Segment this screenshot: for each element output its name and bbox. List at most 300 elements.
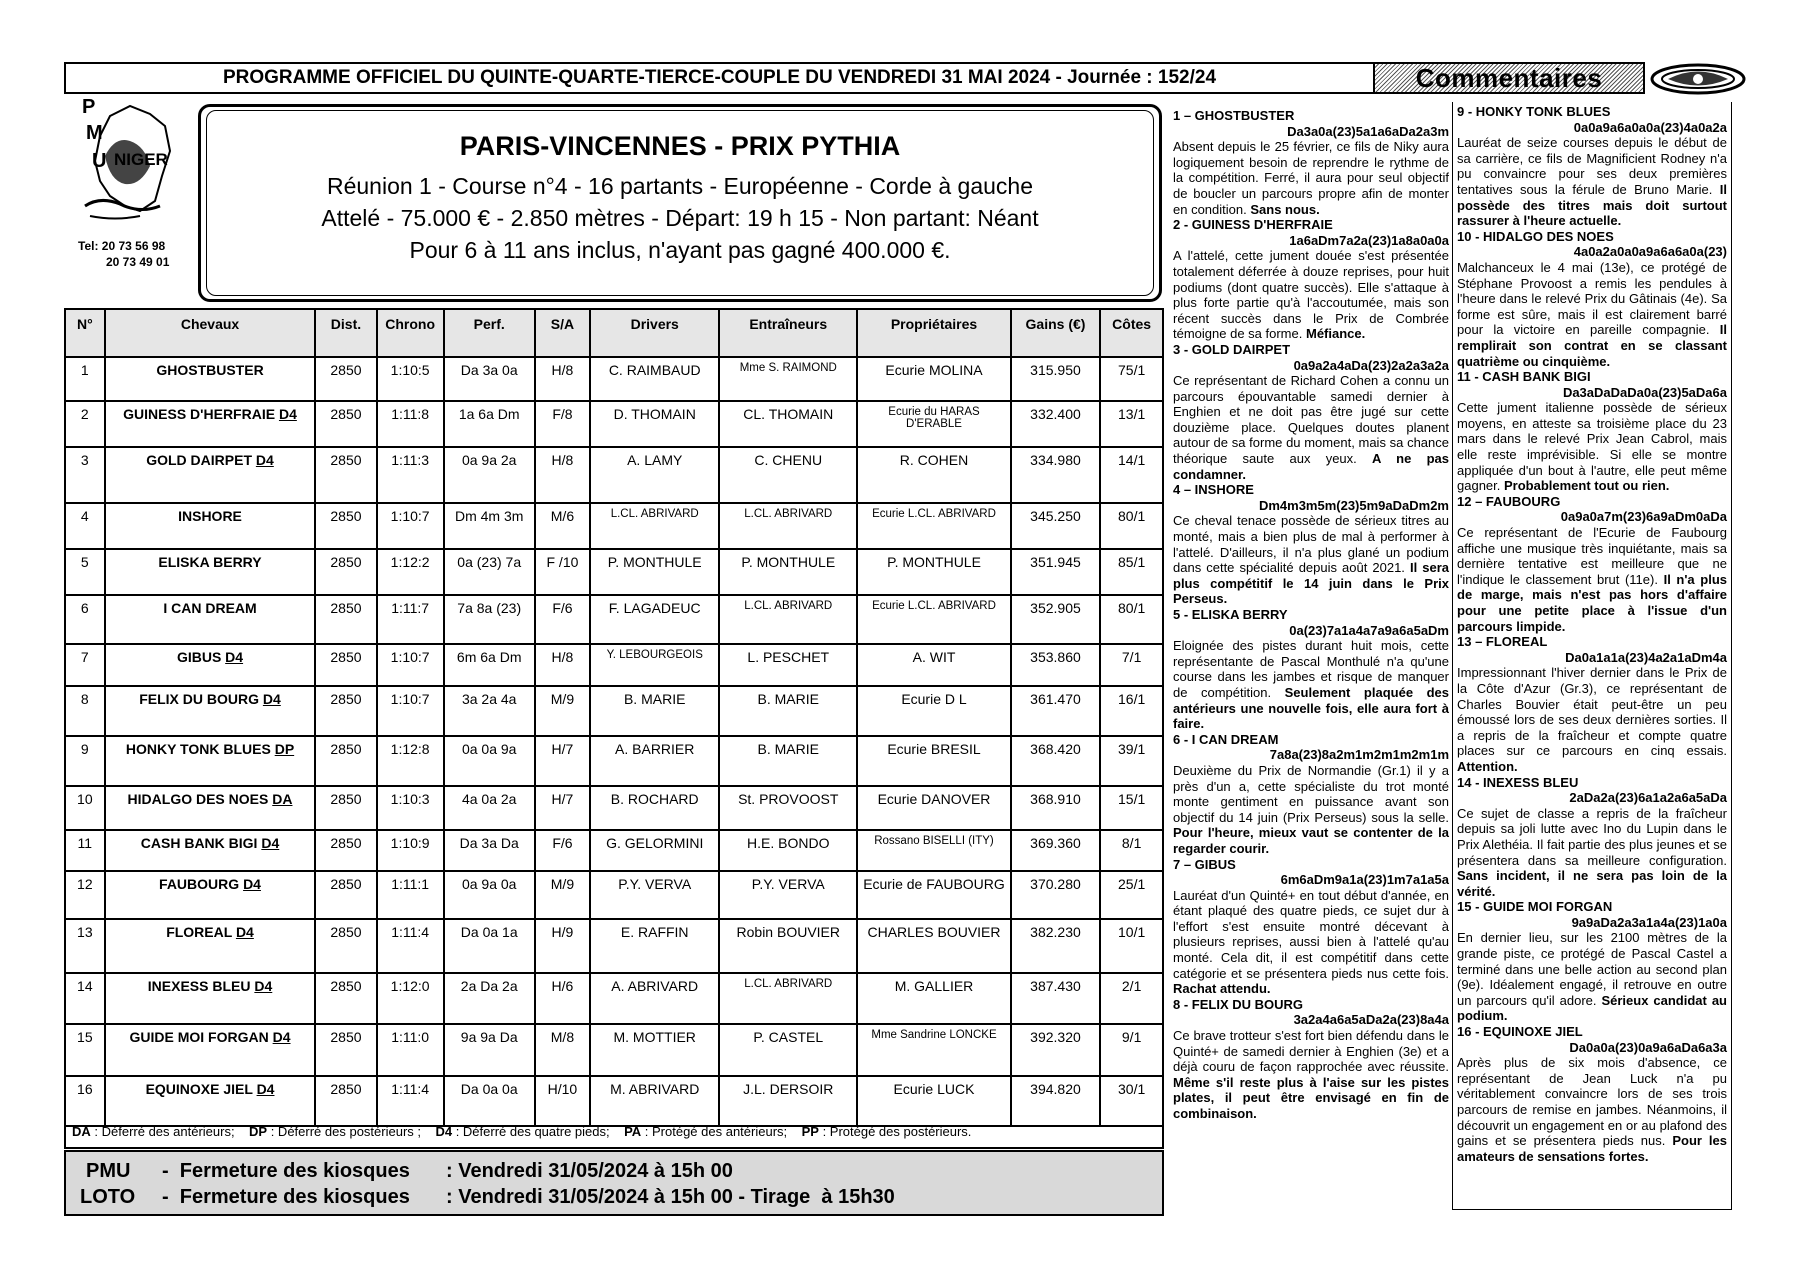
runner-number: 15 [65, 1024, 105, 1076]
sex-age: H/7 [535, 736, 591, 786]
trainer: P.Y. VERVA [719, 871, 857, 919]
table-row [65, 1024, 1163, 1076]
distance: 2850 [315, 736, 376, 786]
comments-banner-label: Commentaires [1415, 63, 1603, 93]
comment-form-code: Da3a0a(23)5a1a6aDa2a3m [1287, 123, 1449, 139]
sex-age: H/7 [535, 786, 591, 830]
odds: 13/1 [1100, 401, 1163, 447]
comment-verdict: Il possède des titres mais doit surtout rassurer à l'heure actuelle. [1457, 181, 1727, 229]
comment-text-block [1457, 525, 1727, 634]
loto-closing-label: - Fermeture des kiosques [162, 1186, 410, 1208]
comment-entry [1457, 899, 1727, 1024]
odds: 7/1 [1100, 644, 1163, 686]
chrono: 1:10:7 [377, 503, 444, 549]
table-row [65, 503, 1163, 549]
horse-name-text: FLOREAL [166, 924, 233, 940]
horse-name-text: I CAN DREAM [163, 600, 257, 616]
table-row [65, 595, 1163, 644]
chrono: 1:11:4 [377, 1076, 444, 1126]
race-details-1: Réunion 1 - Course n°4 - 16 partants - Européenne - Corde à gauche [326, 173, 1033, 199]
chrono: 1:10:5 [377, 357, 444, 401]
horse-name [105, 503, 316, 549]
horse-name-text: INEXESS BLEU [147, 978, 251, 994]
comment-verdict: Sans incident, il ne sera pas loin de la vérité. [1457, 868, 1727, 899]
owner: Ecurie D L [857, 686, 1010, 736]
distance: 2850 [315, 786, 376, 830]
comment-text-block [1457, 806, 1727, 900]
sex-age: H/8 [535, 644, 591, 686]
driver: P. MONTHULE [590, 549, 719, 595]
odds: 75/1 [1100, 357, 1163, 401]
performance: 6m 6a Dm [444, 644, 535, 686]
owner: Ecurie LUCK [857, 1076, 1010, 1126]
horse-name [105, 549, 316, 595]
comment-form-code: 6m6aDm9a1a(23)1m7a1a5a [1280, 872, 1449, 888]
runner-number: 10 [65, 786, 105, 830]
comment-text: A l'attelé, cette jument douée s'est présentée totalement déferrée à douze reprises, pour huit podiums (dont quatre succès). Elle s'attaque à plus forte partie qu'à l'accoutumée, mais son récent succès dans le Prix de Combrée témoigne de sa forme. [1173, 248, 1449, 342]
comment-form-code: 7a8a(23)8a2m1m2m1m2m1m [1269, 747, 1449, 763]
comment-verdict: Sérieux candidat au podium. [1457, 992, 1727, 1024]
chrono: 1:11:0 [377, 1024, 444, 1076]
distance: 2850 [315, 830, 376, 871]
comment-heading: 15 - GUIDE MOI FORGAN [1457, 899, 1613, 915]
lotonal-logo-icon [1648, 62, 1748, 96]
comment-text: Eloignée des pistes durant huit mois, cette représentante de Pascal Monthulé n'a qu'une course dans les jambes et risque de manquer de compétition. [1173, 638, 1449, 700]
gains: 315.950 [1011, 357, 1101, 401]
odds: 39/1 [1100, 736, 1163, 786]
comment-text: Impressionnant l'hiver dernier dans le Prix de la Côte d'Azur (Gr.3), ce représentant de Charles Bouvier était peut-être un peu émoussé lors de ses deux dernières sorties. Il a repris de la fraîcheur et compte quatre places sur ce parcours en cinq essais. [1457, 665, 1727, 759]
comment-verdict: A ne pas condamner. [1173, 451, 1449, 482]
comment-verdict: Il sera plus compétitif le 14 juin dans le Prix Perseus. [1173, 560, 1449, 607]
race-title: PARIS-VINCENNES - PRIX PYTHIA [459, 131, 901, 161]
comments-banner [1375, 62, 1645, 94]
horse-name [105, 644, 316, 686]
performance: 0a 9a 2a [444, 447, 535, 503]
table-row [65, 786, 1163, 830]
legend-da-text: : Déferré des antérieurs; [90, 1124, 235, 1139]
table-row [65, 644, 1163, 686]
program-title-bar [64, 62, 1375, 94]
chrono: 1:11:4 [377, 919, 444, 973]
col-header-horses: Chevaux [105, 309, 316, 357]
comment-verdict: Seulement plaquée des antérieurs une nouvelle fois, elle aura fort à faire. [1173, 684, 1449, 732]
performance: Dm 4m 3m [444, 503, 535, 549]
horse-name-text: HONKY TONK BLUES [125, 741, 271, 757]
horse-name [105, 1024, 316, 1076]
runner-number: 5 [65, 549, 105, 595]
horse-name [105, 401, 316, 447]
shoeing-tag: D4 [255, 452, 274, 468]
comment-entry [1457, 634, 1727, 774]
table-row [65, 973, 1163, 1024]
owner: A. WIT [857, 644, 1010, 686]
horse-name-text: GOLD DAIRPET [146, 452, 252, 468]
logo-letter-m: M [86, 122, 103, 144]
comment-entry [1173, 732, 1449, 857]
race-details-2: Attelé - 75.000 € - 2.850 mètres - Départ: 19 h 15 - Non partant: Néant [321, 205, 1039, 231]
comment-form-code: Da0a0a(23)0a9a6aDa6a3a [1569, 1039, 1727, 1055]
performance: Da 0a 1a [444, 919, 535, 973]
driver: L.CL. ABRIVARD [590, 503, 719, 549]
horse-name [105, 919, 316, 973]
owner: Mme Sandrine LONCKE [857, 1024, 1010, 1076]
comment-heading: 16 - EQUINOXE JIEL [1457, 1024, 1583, 1040]
legend-pa-key: PA [624, 1124, 642, 1139]
gains: 382.230 [1011, 919, 1101, 973]
performance: 0a 0a 9a [444, 736, 535, 786]
legend-d4-text: : Déferré des quatre pieds; [452, 1124, 610, 1139]
shoeing-tag: D4 [272, 1029, 291, 1045]
sex-age: F/6 [535, 595, 591, 644]
gains: 394.820 [1011, 1076, 1101, 1126]
comment-heading: 4 – INSHORE [1173, 482, 1254, 498]
comment-heading: 10 - HIDALGO DES NOES [1457, 228, 1614, 244]
gains: 361.470 [1011, 686, 1101, 736]
comment-verdict: Il remplirait son contrat en se classant quatrième ou cinquième. [1457, 322, 1727, 369]
col-header-drivers: Drivers [590, 309, 719, 357]
gains: 392.320 [1011, 1024, 1101, 1076]
comment-verdict: Sans nous. [1250, 201, 1320, 217]
col-header-odds: Côtes [1100, 309, 1163, 357]
shoeing-tag: D4 [243, 876, 261, 892]
race-info-box [206, 110, 1154, 296]
comment-form-code: 3a2a4a6a5aDa2a(23)8a4a [1293, 1012, 1449, 1028]
comment-text-block [1173, 1028, 1449, 1122]
driver: B. MARIE [590, 686, 719, 736]
distance: 2850 [315, 401, 376, 447]
trainer: P. MONTHULE [719, 549, 857, 595]
comment-heading: 12 – FAUBOURG [1457, 493, 1561, 509]
col-header-perf: Perf. [444, 309, 535, 357]
legend-pp-text: : Protégé des postérieurs. [818, 1124, 972, 1139]
horse-name-text: GHOSTBUSTER [156, 362, 264, 378]
chrono: 1:11:1 [377, 871, 444, 919]
owner: Ecurie du HARAS D'ERABLE [857, 401, 1010, 447]
shoeing-legend [64, 1119, 1164, 1149]
trainer: Mme S. RAIMOND [719, 357, 857, 401]
runner-number: 1 [65, 357, 105, 401]
col-header-number: N° [65, 309, 105, 357]
horse-name-text: EQUINOXE JIEL [145, 1081, 253, 1097]
shoeing-tag: D4 [278, 406, 297, 422]
sex-age: H/8 [535, 447, 591, 503]
comment-entry [1173, 108, 1449, 217]
horse-name-text: HIDALGO DES NOES [127, 791, 269, 807]
comments-column-right [1452, 102, 1732, 1210]
comment-form-code: 2aDa2a(23)6a1a2a6a5aDa [1569, 790, 1727, 806]
runner-number: 3 [65, 447, 105, 503]
sex-age: H/6 [535, 973, 591, 1024]
horse-name [105, 786, 316, 830]
comment-heading: 13 – FLOREAL [1457, 634, 1548, 650]
shoeing-tag: DP [274, 741, 295, 757]
horse-name-text: GUIDE MOI FORGAN [129, 1029, 269, 1045]
odds: 25/1 [1100, 871, 1163, 919]
col-header-trainers: Entraîneurs [719, 309, 857, 357]
shoeing-tag: D4 [254, 978, 273, 994]
comment-entry [1457, 369, 1727, 494]
comment-form-code: 0a9a0a7m(23)6a9aDm0aDa [1560, 509, 1727, 525]
comment-verdict: Pour les amateurs de sensations fortes. [1457, 1133, 1727, 1164]
comment-text-block [1457, 665, 1727, 774]
chrono: 1:10:3 [377, 786, 444, 830]
comment-form-code: 0a9a2a4aDa(23)2a2a3a2a [1293, 357, 1449, 373]
comment-text-block [1173, 373, 1449, 482]
trainer: Robin BOUVIER [719, 919, 857, 973]
runners-table [64, 308, 1164, 1127]
comment-verdict: Il n'a plus de marge, mais n'est pas hors d'affaire pour une petite place à l'issue d'un parcours limpide. [1457, 571, 1727, 634]
trainer: C. CHENU [719, 447, 857, 503]
odds: 10/1 [1100, 919, 1163, 973]
gains: 368.420 [1011, 736, 1101, 786]
driver: D. THOMAIN [590, 401, 719, 447]
legend-pa-text: : Protégé des antérieurs; [641, 1124, 788, 1139]
chrono: 1:12:0 [377, 973, 444, 1024]
odds: 80/1 [1100, 503, 1163, 549]
logo-name: NIGER [114, 150, 168, 169]
comment-entry [1457, 104, 1727, 229]
owner: Ecurie DANOVER [857, 786, 1010, 830]
performance: 1a 6a Dm [444, 401, 535, 447]
driver: A. BARRIER [590, 736, 719, 786]
owner: M. GALLIER [857, 973, 1010, 1024]
comment-text-block [1457, 135, 1727, 229]
shoeing-tag: D4 [262, 691, 281, 707]
gains: 353.860 [1011, 644, 1101, 686]
owner: Ecurie L.CL. ABRIVARD [857, 503, 1010, 549]
table-row [65, 871, 1163, 919]
phone-line-2: 20 73 49 01 [106, 255, 170, 269]
comment-entry [1457, 775, 1727, 900]
loto-closing-time: : Vendredi 31/05/2024 à 15h 00 - Tirage à 15h30 [446, 1186, 895, 1208]
horse-name [105, 871, 316, 919]
comment-verdict: Pour l'heure, mieux vaut se contenter de la regarder courir. [1173, 825, 1449, 856]
distance: 2850 [315, 1076, 376, 1126]
driver: A. ABRIVARD [590, 973, 719, 1024]
odds: 8/1 [1100, 830, 1163, 871]
horse-name [105, 686, 316, 736]
distance: 2850 [315, 549, 376, 595]
performance: 3a 2a 4a [444, 686, 535, 736]
col-header-distance: Dist. [315, 309, 376, 357]
odds: 9/1 [1100, 1024, 1163, 1076]
comment-text: Deuxième du Prix de Normandie (Gr.1) il y a près d'un a, cette spécialiste du trot monté monte gentiment en puissance avant son objectif du 14 juin (Prix Perseus) sous la selle. [1173, 762, 1449, 825]
gains: 345.250 [1011, 503, 1101, 549]
performance: Da 3a Da [444, 830, 535, 871]
odds: 80/1 [1100, 595, 1163, 644]
driver: B. ROCHARD [590, 786, 719, 830]
comment-text: Ce représentant de Richard Cohen a connu un parcours épouvantable samedi dernier à Enghien et ne doit pas être jugé sur cette douzième place. Quelques doutes planent autour de sa forme du moment, mais sa chance théorique saute aux yeux. [1173, 373, 1449, 467]
runner-number: 14 [65, 973, 105, 1024]
comment-text-block [1173, 248, 1449, 342]
pmu-closing-label: - Fermeture des kiosques [162, 1160, 410, 1182]
comment-heading: 6 - I CAN DREAM [1173, 731, 1279, 747]
trainer: L.CL. ABRIVARD [719, 595, 857, 644]
runner-number: 6 [65, 595, 105, 644]
comment-text-block [1457, 400, 1727, 494]
comment-form-code: 1a6aDm7a2a(23)1a8a0a0a [1289, 232, 1449, 248]
runner-number: 7 [65, 644, 105, 686]
shoeing-tag: D4 [225, 649, 244, 665]
comment-entry [1173, 607, 1449, 732]
chrono: 1:12:2 [377, 549, 444, 595]
table-row [65, 357, 1163, 401]
horse-name-text: INSHORE [178, 508, 242, 524]
chrono: 1:11:8 [377, 401, 444, 447]
sex-age: H/10 [535, 1076, 591, 1126]
gains: 352.905 [1011, 595, 1101, 644]
sex-age: H/9 [535, 919, 591, 973]
comment-entry [1457, 229, 1727, 369]
driver: M. MOTTIER [590, 1024, 719, 1076]
chrono: 1:11:7 [377, 595, 444, 644]
distance: 2850 [315, 357, 376, 401]
comment-text-block [1173, 638, 1449, 732]
comment-text: Malchanceux le 4 mai (13e), ce protégé de Stéphane Provoost a remis les pendules à l'heure dans le relevé Prix du Gâtinais (4e). Sa forme est sûre, mais il est clairement barré pour la victoire en pareille compagnie. [1457, 259, 1727, 338]
sex-age: F /10 [535, 549, 591, 595]
chrono: 1:10:7 [377, 644, 444, 686]
odds: 15/1 [1100, 786, 1163, 830]
comment-form-code: Da3aDaDaDa0a(23)5aDa6a [1562, 384, 1727, 400]
performance: 0a 9a 0a [444, 871, 535, 919]
comment-text-block [1173, 139, 1449, 217]
odds: 14/1 [1100, 447, 1163, 503]
shoeing-tag: D4 [235, 924, 254, 940]
trainer: H.E. BONDO [719, 830, 857, 871]
trainer: P. CASTEL [719, 1024, 857, 1076]
comment-text: Ce représentant de l'Ecurie de Faubourg affiche une musique très inquiétante, mais sa dernière tentative est meilleure que ne l'indique le classement brut (11e). [1457, 525, 1727, 587]
runner-number: 11 [65, 830, 105, 871]
sex-age: M/8 [535, 1024, 591, 1076]
distance: 2850 [315, 447, 376, 503]
driver: E. RAFFIN [590, 919, 719, 973]
gains: 351.945 [1011, 549, 1101, 595]
sex-age: F/8 [535, 401, 591, 447]
distance: 2850 [315, 973, 376, 1024]
comment-text: Après plus de six mois d'absence, ce représentant de Jean Luck n'a pu véritablement convaincre lors de ses trois parcours de remise en jambes. Néanmoins, il découvrit un engagement en or au plafond des gains et se présentera pieds nus. [1457, 1055, 1727, 1149]
col-header-sa: S/A [535, 309, 591, 357]
distance: 2850 [315, 1024, 376, 1076]
chrono: 1:11:3 [377, 447, 444, 503]
driver: A. LAMY [590, 447, 719, 503]
owner: Ecurie de FAUBOURG [857, 871, 1010, 919]
runner-number: 8 [65, 686, 105, 736]
owner: Rossano BISELLI (ITY) [857, 830, 1010, 871]
sex-age: F/6 [535, 830, 591, 871]
table-row [65, 549, 1163, 595]
legend-da-key: DA [72, 1124, 91, 1139]
distance: 2850 [315, 503, 376, 549]
comment-text-block [1173, 763, 1449, 857]
trainer: CL. THOMAIN [719, 401, 857, 447]
comment-text: Absent depuis le 25 février, ce fils de Niky aura logiquement besoin de reprendre le rythme de la compétition. Ferré, il aura pour seul objectif de boucler un parcours propre afin de monter en condition. [1173, 139, 1449, 217]
comment-text: Ce sujet de classe a repris de la fraîcheur depuis sa joli lutte avec Ino du Lupin dans le Prix Alethéia. Il fait partie des plus jeunes et se présentera dans sa meilleure configuration. [1457, 805, 1727, 868]
legend-dp-text: : Déferré des postérieurs ; [267, 1124, 421, 1139]
comment-form-code: 0a0a9a6a0a0a(23)4a0a2a [1573, 119, 1727, 135]
chrono: 1:10:9 [377, 830, 444, 871]
legend-dp-key: DP [249, 1124, 268, 1139]
trainer: St. PROVOOST [719, 786, 857, 830]
comment-heading: 11 - CASH BANK BIGI [1457, 369, 1591, 385]
comment-entry [1173, 482, 1449, 607]
comments-column-left [1173, 108, 1449, 1122]
comment-entry [1173, 342, 1449, 482]
comment-verdict: Attention. [1457, 758, 1518, 774]
distance: 2850 [315, 595, 376, 644]
comment-verdict: Probablement tout ou rien. [1504, 478, 1670, 494]
table-row [65, 830, 1163, 871]
horse-name-text: FAUBOURG [159, 876, 240, 892]
trainer: L. PESCHET [719, 644, 857, 686]
performance: Da 0a 0a [444, 1076, 535, 1126]
comment-text-block [1457, 260, 1727, 369]
comment-form-code: Da0a1a1a(23)4a2a1aDm4a [1565, 649, 1727, 665]
runner-number: 13 [65, 919, 105, 973]
performance: 7a 8a (23) [444, 595, 535, 644]
gains: 369.360 [1011, 830, 1101, 871]
comment-verdict: Même s'il reste plus à l'aise sur les pistes plates, il peut être envisagé en fin de combinaison. [1173, 1074, 1449, 1121]
comment-heading: 7 – GIBUS [1173, 856, 1236, 872]
odds: 16/1 [1100, 686, 1163, 736]
comment-heading: 1 – GHOSTBUSTER [1173, 108, 1295, 123]
shoeing-tag: D4 [261, 835, 280, 851]
runners-table-body [65, 357, 1163, 1126]
horse-name [105, 357, 316, 401]
runner-number: 12 [65, 871, 105, 919]
odds: 2/1 [1100, 973, 1163, 1024]
comment-verdict: Rachat attendu. [1173, 981, 1271, 997]
gains: 334.980 [1011, 447, 1101, 503]
trainer: B. MARIE [719, 736, 857, 786]
owner: P. MONTHULE [857, 549, 1010, 595]
comment-heading: 9 - HONKY TONK BLUES [1457, 104, 1611, 119]
performance: 4a 0a 2a [444, 786, 535, 830]
distance: 2850 [315, 919, 376, 973]
runner-number: 2 [65, 401, 105, 447]
table-header-row [65, 309, 1163, 357]
table-row [65, 401, 1163, 447]
gains: 332.400 [1011, 401, 1101, 447]
odds: 30/1 [1100, 1076, 1163, 1126]
sex-age: M/9 [535, 871, 591, 919]
distance: 2850 [315, 644, 376, 686]
comment-heading: 3 - GOLD DAIRPET [1173, 341, 1291, 357]
comment-text-block [1173, 888, 1449, 997]
table-row [65, 686, 1163, 736]
comment-form-code: 4a0a2a0a0a9a6a6a0a(23) [1573, 244, 1727, 260]
gains: 387.430 [1011, 973, 1101, 1024]
distance: 2850 [315, 871, 376, 919]
comment-entry [1173, 217, 1449, 342]
comment-heading: 8 - FELIX DU BOURG [1173, 996, 1304, 1012]
runner-number: 4 [65, 503, 105, 549]
logo-letter-u: U [92, 150, 107, 172]
comment-text: En dernier lieu, sur les 2100 mètres de la grande piste, ce protégé de Pascal Castel a terminé dans une belle action au second plan (9e). Idéalement engagé, il retrouve en outre un parcours qu'il adore. [1457, 930, 1727, 1008]
legend-d4-key: D4 [435, 1124, 453, 1139]
horse-name [105, 830, 316, 871]
sex-age: M/9 [535, 686, 591, 736]
col-header-chrono: Chrono [377, 309, 444, 357]
performance: 9a 9a Da [444, 1024, 535, 1076]
trainer: L.CL. ABRIVARD [719, 973, 857, 1024]
runner-number: 16 [65, 1076, 105, 1126]
gains: 368.910 [1011, 786, 1101, 830]
driver: P.Y. VERVA [590, 871, 719, 919]
logo-letter-p: P [82, 96, 96, 118]
comment-form-code: Dm4m3m5m(23)5m9aDaDm2m [1258, 497, 1449, 513]
comment-entry [1457, 494, 1727, 634]
comment-text: Lauréat de seize courses depuis le début de sa carrière, ce fils de Magnificient Rodney n'a pu convaincre pour ses deux premières tentatives sous la férule de Bruno Marie. [1457, 135, 1727, 197]
